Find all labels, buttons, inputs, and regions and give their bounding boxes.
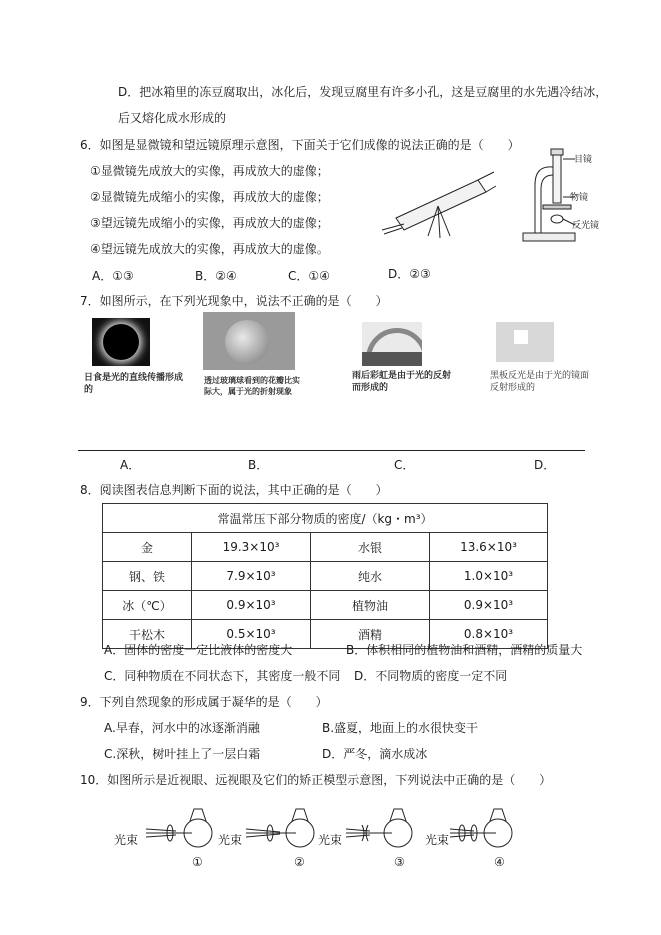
table-cell: 0.8×10³ [430, 620, 548, 649]
table-cell: 0.9×10³ [192, 591, 311, 620]
q7-option-a: A． [120, 458, 141, 472]
q6-option-b: B．②④ [195, 269, 237, 283]
beam-label-2: 光束 [218, 833, 243, 847]
q7-caption-d: 黑板反光是由于光的镜面反射形成的 [490, 371, 590, 393]
q6-option-a: A．①③ [92, 269, 134, 283]
table-cell: 酒精 [311, 620, 430, 649]
q7-option-c: C． [394, 458, 415, 472]
q7-caption-b: 透过玻璃球看到的花瓣比实际大，属于光的折射现象 [204, 376, 300, 396]
eyepiece-label: 目镜 [574, 155, 593, 165]
q9-option-c: C.深秋，树叶挂上了一层白霜 [104, 747, 261, 761]
q9-option-d: D．严冬，滴水成冰 [322, 747, 428, 761]
table-cell: 1.0×10³ [430, 562, 548, 591]
telescope-figure [378, 170, 498, 240]
table-cell: 7.9×10³ [192, 562, 311, 591]
figure-number-2: ② [294, 855, 305, 869]
table-cell: 纯水 [311, 562, 430, 591]
q6-statement-1: ①显微镜先成放大的实像，再成放大的虚像； [90, 164, 329, 178]
table-cell: 钢、铁 [103, 562, 192, 591]
rainbow-ground [362, 352, 422, 366]
beam-label-3: 光束 [318, 833, 343, 847]
q9-option-b: B.盛夏，地面上的水很快变干 [322, 721, 479, 735]
mirror-label: 反光镜 [572, 221, 600, 231]
q6-stem: 6．如图是显微镜和望远镜原理示意图，下面关于它们成像的说法正确的是（ ） [80, 138, 520, 152]
beam-label-4: 光束 [425, 833, 450, 847]
rainbow-photo [362, 322, 422, 366]
q9-stem: 9．下列自然现象的形成属于凝华的是（ ） [80, 695, 328, 709]
q7-stem: 7．如图所示，在下列光现象中，说法不正确的是（ ） [80, 294, 388, 308]
table-title: 常温常压下部分物质的密度/（kg・m³） [103, 504, 548, 533]
q5-option-d-line1: D．把冰箱里的冻豆腐取出，冰化后，发现豆腐里有许多小孔，这是豆腐里的水先遇冷结冰， [118, 85, 608, 99]
q6-option-d: D．②③ [388, 267, 431, 281]
blackboard-glare [514, 330, 528, 344]
q7-option-d: D． [534, 458, 556, 472]
q6-option-c: C．①④ [288, 269, 330, 283]
table-cell: 植物油 [311, 591, 430, 620]
table-cell: 干松木 [103, 620, 192, 649]
figure-number-3: ③ [394, 855, 405, 869]
table-cell: 13.6×10³ [430, 533, 548, 562]
figure-number-4: ④ [494, 855, 505, 869]
table-cell: 水银 [311, 533, 430, 562]
q8-option-b: B．体积相同的植物油和酒精，酒精的质量大 [346, 643, 583, 657]
q5-option-d-line2: 后又熔化成水形成的 [118, 111, 227, 125]
table-cell: 19.3×10³ [192, 533, 311, 562]
table-cell: 0.5×10³ [192, 620, 311, 649]
q6-statement-3: ③望远镜先成缩小的实像，再成放大的虚像； [90, 216, 329, 230]
density-table [102, 503, 548, 649]
table-cell: 金 [103, 533, 192, 562]
q10-stem: 10．如图所示是近视眼、远视眼及它们的矫正模型示意图，下列说法中正确的是（ ） [80, 773, 552, 787]
glass-ball-photo [203, 312, 295, 370]
objective-label: 物镜 [570, 193, 589, 203]
q9-option-a: A.早春，河水中的冰逐渐消融 [104, 721, 260, 735]
q6-statement-4: ④望远镜先成放大的实像，再成放大的虚像。 [90, 242, 329, 256]
table-cell: 冰（℃） [103, 591, 192, 620]
beam-label-1: 光束 [114, 833, 139, 847]
table-cell: 0.9×10³ [430, 591, 548, 620]
q8-option-c: C．同种物质在不同状态下，其密度一般不同 [104, 669, 341, 683]
q7-option-b: B． [248, 458, 269, 472]
table-row [103, 591, 548, 620]
table-row [103, 562, 548, 591]
q8-option-d: D．不同物质的密度一定不同 [354, 669, 508, 683]
table-title-row [103, 504, 548, 533]
glass-ball [225, 320, 269, 364]
eclipse-corona [103, 324, 139, 360]
eclipse-photo [92, 318, 150, 366]
q7-caption-c: 雨后彩虹是由于光的反射而形成的 [352, 371, 452, 393]
blackboard-photo [496, 322, 554, 362]
table-row [103, 533, 548, 562]
q7-caption-a: 日食是光的直线传播形成的 [84, 373, 184, 395]
q7-divider-line [78, 450, 585, 451]
q8-option-a: A．固体的密度一定比液体的密度大 [104, 643, 293, 657]
q8-stem: 8．阅读图表信息判断下面的说法，其中正确的是（ ） [80, 483, 388, 497]
q6-statement-2: ②显微镜先成缩小的实像，再成放大的虚像； [90, 190, 329, 204]
figure-number-1: ① [192, 855, 203, 869]
